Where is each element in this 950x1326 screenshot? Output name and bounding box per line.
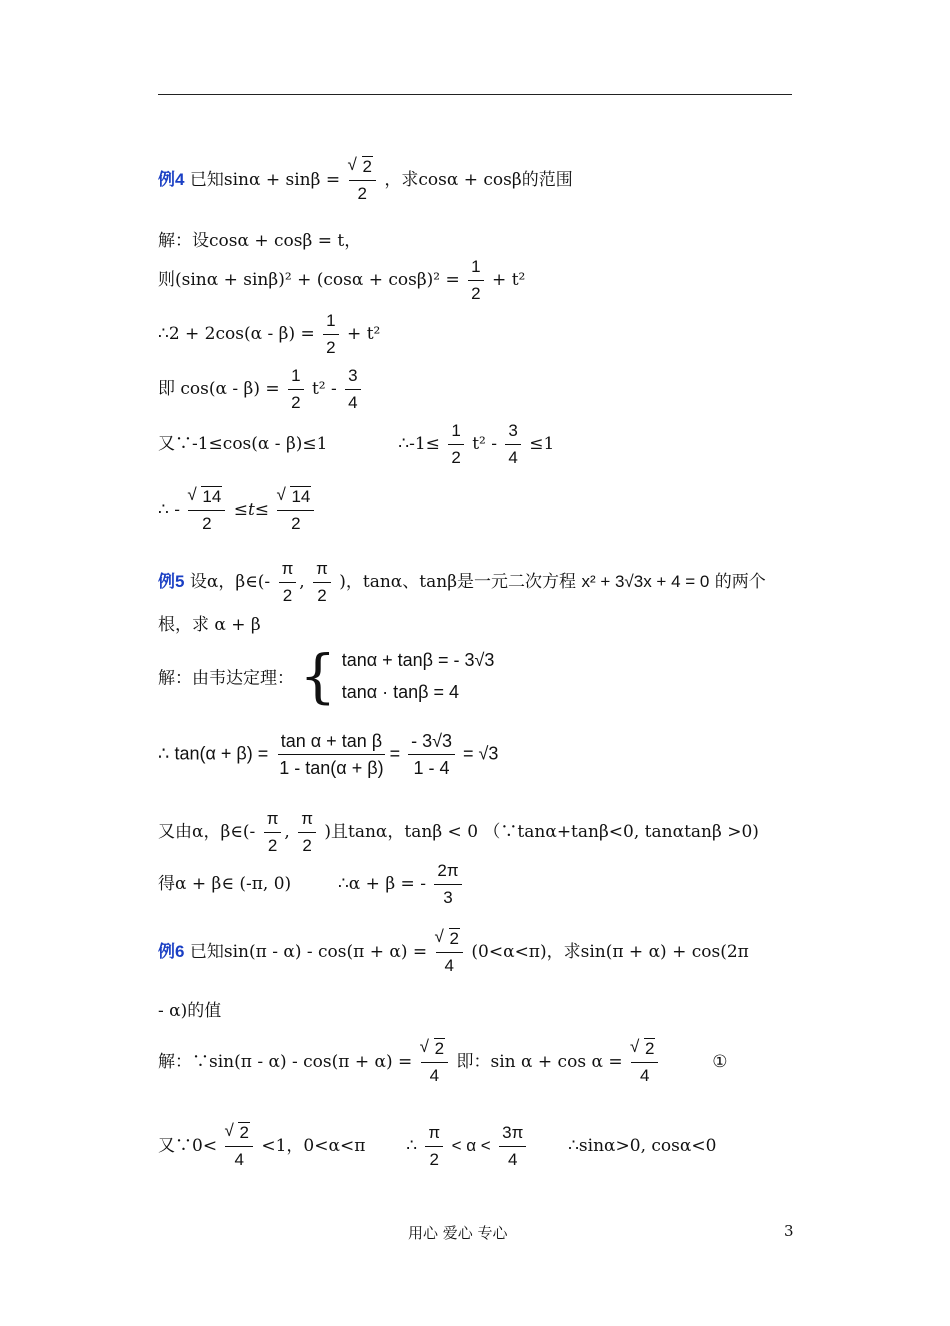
ex5-step4: 得α + β∈ (-π, 0) ∴α + β = - $\frac{2\pi}{3}$: [158, 858, 465, 911]
ex5-question-2: 根，求 α + β: [158, 615, 261, 635]
ex5-step2: ∴ tan(α + β) = $\frac{\text{tan α + tan β}}{1 - \tan(\alpha + \beta)}$ = $\frac{- 3√3}{1 - 4}$ = √3: [158, 728, 498, 781]
ex5-step3: 又由α，β∈(- $\frac{\pi}{2}$ , $\frac{\pi}{2}$ )且tanα，tanβ < 0 （∵tanα+tanβ<0, tanαtanβ >0): [158, 806, 759, 859]
ex4-step4: 即 cos(α - β) = $\frac{1}{2}$ t² - $\frac{3}{4}$: [158, 363, 364, 416]
ex6-step1: 解：∵sin(π - α) - cos(π + α) = √ $\frac{2}{4}$ 即：sin α + cos α = √ $\frac{2}{4}$ ①: [158, 1036, 728, 1089]
ex5-question: 例5 设α，β∈(- $\frac{\pi}{2}$ , $\frac{\pi}{2}$ )，tanα、tanβ是一元二次方程 x² + 3√3x + 4 = 0 的两个: [158, 556, 766, 609]
footer-text: 用心 爱心 专心: [408, 1224, 508, 1242]
ex6-step2: 又∵0< √ $\frac{2}{4}$ <1，0<α<π ∴ $\frac{\pi}{2}$ < α < $\frac{3\pi}{4}$ ∴sinα>0, cosα<0: [158, 1120, 716, 1173]
ex4-step2: 则(sinα + sinβ)² + (cosα + cosβ)² = $\frac{1}{2}$ + t²: [158, 254, 525, 307]
ex4-label: 例4: [158, 170, 185, 189]
header-rule: [158, 94, 792, 95]
ex4-result: ∴ - √ $\frac{14}{2}$ ≤t≤ √ $\frac{14}{2}$: [158, 484, 317, 537]
fraction: √ $\frac{2}{2}$: [349, 154, 376, 207]
ex5-label: 例5: [158, 572, 185, 591]
ex6-question: 例6 已知sin(π - α) - cos(π + α) = √ $\frac{2}{4}$ (0<α<π)，求sin(π + α) + cos(2π: [158, 926, 749, 979]
page-number: 3: [784, 1222, 794, 1240]
ex4-step3: ∴2 + 2cos(α - β) = $\frac{1}{2}$ + t²: [158, 308, 380, 361]
ex6-question-2: - α)的值: [158, 1001, 222, 1021]
circled-one: ①: [712, 1052, 728, 1072]
ex5-step1: 解：由韦达定理： { tanα + tanβ = - 3√3 tanα · tanβ = 4: [158, 642, 495, 710]
ex4-step5: 又∵-1≤cos(α - β)≤1 ∴-1≤ $\frac{1}{2}$ t² - $\frac{3}{4}$ ≤1: [158, 418, 554, 471]
ex6-label: 例6: [158, 942, 185, 961]
ex4-step1: 解：设cosα + cosβ = t，: [158, 231, 362, 251]
ex4-question: 例4 已知sinα + sinβ = √ $\frac{2}{2}$ ，求cosα + cosβ的范围: [158, 154, 573, 207]
